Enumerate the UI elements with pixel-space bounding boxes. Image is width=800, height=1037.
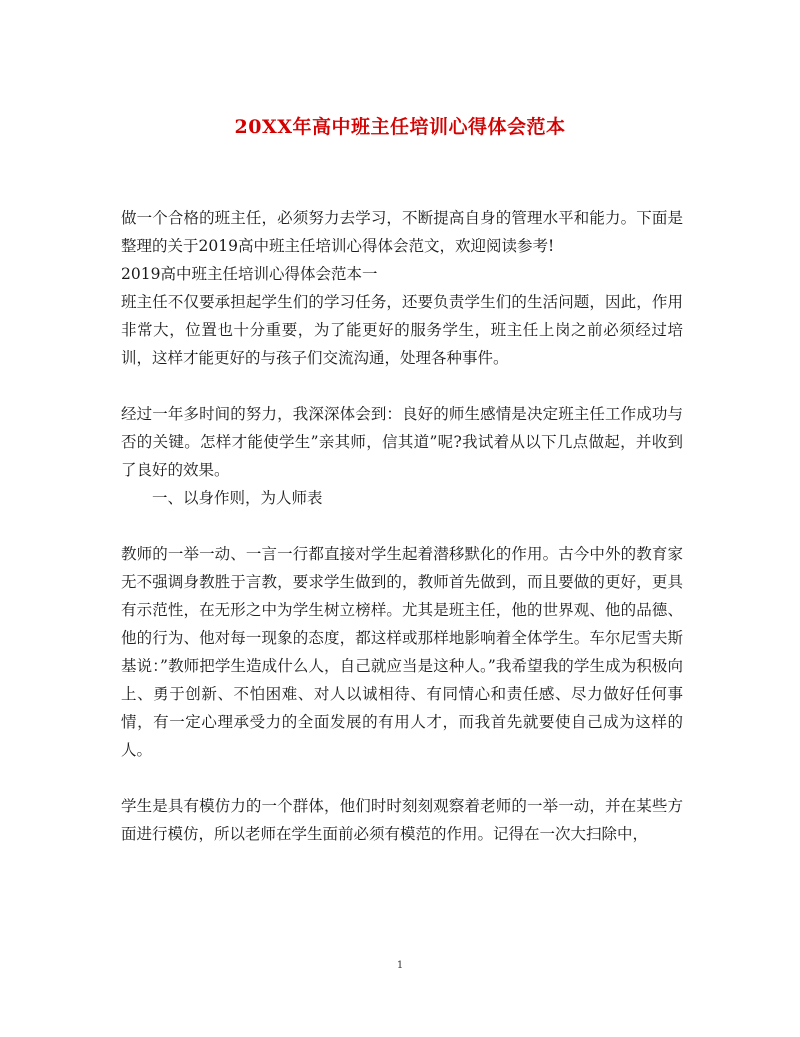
body-paragraph: 学生是具有模仿力的一个群体，他们时时刻刻观察着老师的一举一动，并在某些方面进行模仿，所以老师在学生面前必须有模范的作用。记得在一次大扫除中，	[121, 797, 683, 843]
document-title: 20XX年高中班主任培训心得体会范本	[234, 116, 566, 138]
section-heading: 2019高中班主任培训心得体会范本一	[121, 265, 378, 283]
body-paragraph: 经过一年多时间的努力，我深深体会到：良好的师生感情是决定班主任工作成功与否的关键。怎样才能使学生”亲其师，信其道”呢?我试着从以下几点做起，并收到了良好的效果。	[121, 405, 683, 479]
intro-paragraph: 做一个合格的班主任，必须努力去学习，不断提高自身的管理水平和能力。下面是整理的关于2019高中班主任培训心得体会范文，欢迎阅读参考!	[121, 209, 683, 255]
body-paragraph: 班主任不仅要承担起学生们的学习任务，还要负责学生们的生活问题，因此，作用非常大，位置也十分重要，为了能更好的服务学生，班主任上岗之前必须经过培训，这样才能更好的与孩子们交流沟通，处理各种事件。	[121, 293, 683, 367]
document-body	[121, 204, 683, 848]
subsection-heading: 一、以身作则，为人师表	[152, 489, 323, 507]
body-paragraph: 教师的一举一动、一言一行都直接对学生起着潜移默化的作用。古今中外的教育家无不强调身教胜于言教，要求学生做到的，教师首先做到，而且要做的更好，更具有示范性，在无形之中为学生树立榜样。尤其是班主任，他的世界观、他的品德、他的行为、他对每一现象的态度，都这样或那样地影响着全体学生。车尔尼雪夫斯基说：”教师把学生造成什么人，自己就应当是这种人。”我希望我的学生成为积极向上、勇于创新、不怕困难、对人以诚相待、有同情心和责任感、尽力做好任何事情，有一定心理承受力的全面发展的有用人才，而我首先就要使自己成为这样的人。	[121, 545, 683, 759]
page-number: 1	[396, 960, 404, 971]
